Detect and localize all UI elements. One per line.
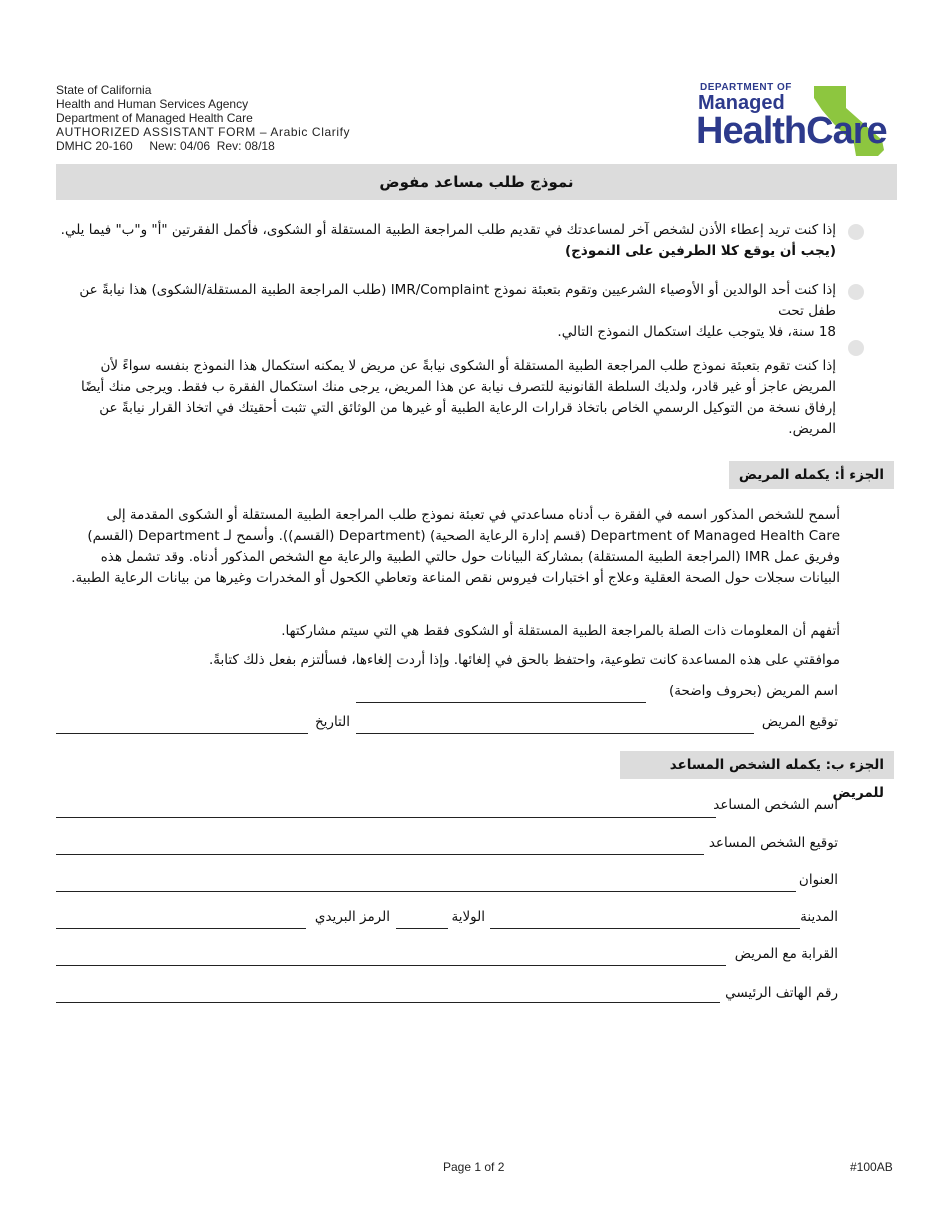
intro-bullet-3: إذا كنت تقوم بتعبئة نموذج طلب المراجعة الطبية المستقلة أو الشكوى نيابةً عن مريض لا يمكنه استكمال هذا النموذج بنفسه سواءً لأن المريض عاجز أو غير قادر، ولديك السلطة القانونية للتصرف نيابة عن هذا المريض، يرجى منك استكمال الفقرة ب فقط. ويرجى منك أيضًا إرفاق نسخة من التوكيل الرسمي الخاص باتخاذ قرارات الرعاية الطبية أو غيرها من الوثائق التي تثبت أحقيتك في اتخاذ القرار نيابةً عن المريض. bbox=[80, 358, 836, 437]
assistant-signature-label: توقيع الشخص المساعد bbox=[708, 835, 838, 851]
assistant-name-field[interactable] bbox=[56, 817, 716, 818]
patient-name-field[interactable] bbox=[356, 702, 646, 703]
date-field[interactable] bbox=[56, 733, 308, 734]
header-agency: Health and Human Services Agency bbox=[56, 97, 249, 111]
bullet2-line2: 18 سنة، فلا يتوجب عليك استكمال النموذج التالي. bbox=[557, 324, 836, 340]
part-a-voluntary-text: موافقتي على هذه المساعدة كانت تطوعية، واحتفظ بالحق في إلغائها. وإذا أردت إلغاءها، فسألتزم بفعل ذلك كتابةً. bbox=[208, 652, 840, 668]
part-a-heading: الجزء أ: يكمله المريض bbox=[729, 461, 894, 489]
assistant-name-label: اسم الشخص المساعد bbox=[713, 797, 838, 813]
address-label: العنوان bbox=[798, 872, 838, 888]
agency-header bbox=[56, 83, 350, 153]
patient-signature-field[interactable] bbox=[356, 733, 754, 734]
date-label: التاريخ bbox=[314, 714, 350, 730]
part-a-consent-text: أسمح للشخص المذكور اسمه في الفقرة ب أدناه مساعدتي في تعبئة نموذج طلب المراجعة الطبية المستقلة أو الشكوى المقدمة إلى Department of Managed Health Care (قسم إدارة الرعاية الصحية) (Department (القسم)). وأسمح لـ Department (القسم) وفريق عمل IMR (المراجعة الطبية المستقلة) بمشاركة البيانات حول حالتي الطبية والرعاية مع الشخص المذكور أدناه. وقد تشمل هذه البيانات سجلات حول الصحة العقلية وعلاج أو اختبارات فيروس نقص المناعة وتعاطي الكحول أو المخدرات وغيرها من بيانات الرعاية الطبية. bbox=[71, 507, 840, 586]
state-label: الولاية bbox=[451, 909, 485, 925]
zip-label: الرمز البريدي bbox=[314, 909, 390, 925]
phone-label: رقم الهاتف الرئيسي bbox=[725, 985, 838, 1001]
phone-field[interactable] bbox=[56, 1002, 720, 1003]
form-title: نموذج طلب مساعد مفوض bbox=[56, 164, 897, 200]
page-number: Page 1 of 2 bbox=[443, 1160, 505, 1174]
header-form-number: DMHC 20-160 New: 04/06 Rev: 08/18 bbox=[56, 139, 275, 153]
bullet1-bold: (يجب أن يوقع كلا الطرفين على النموذج) bbox=[565, 243, 836, 259]
part-b-heading: الجزء ب: يكمله الشخص المساعد للمريض bbox=[620, 751, 894, 779]
intro-bullet-2 bbox=[60, 280, 836, 343]
header-state: State of California bbox=[56, 83, 152, 97]
assistant-signature-field[interactable] bbox=[56, 854, 704, 855]
zip-field[interactable] bbox=[56, 928, 306, 929]
relationship-field[interactable] bbox=[56, 965, 726, 966]
logo-line2: Managed bbox=[698, 92, 785, 114]
intro-bullet-1 bbox=[60, 220, 836, 262]
dmhc-logo bbox=[696, 82, 896, 158]
logo-line3: HealthCare bbox=[696, 110, 887, 152]
logo-line1: DEPARTMENT OF bbox=[700, 82, 792, 93]
city-label: المدينة bbox=[800, 909, 838, 925]
bullet-icon bbox=[848, 340, 864, 356]
patient-name-label: اسم المريض (بحروف واضحة) bbox=[669, 683, 838, 699]
bullet-icon bbox=[848, 224, 864, 240]
part-a-understanding-text: أتفهم أن المعلومات ذات الصلة بالمراجعة الطبية المستقلة أو الشكوى فقط هي التي سيتم مشاركتها. bbox=[281, 623, 840, 639]
state-field[interactable] bbox=[396, 928, 448, 929]
bullet1-text: إذا كنت تريد إعطاء الأذن لشخص آخر لمساعدتك في تقديم طلب المراجعة الطبية المستقلة أو الشكوى، فأكمل الفقرتين "أ" و"ب" فيما يلي. bbox=[60, 222, 836, 238]
bullet2-line1: إذا كنت أحد الوالدين أو الأوصياء الشرعيين وتقوم بتعبئة نموذج IMR/Complaint (طلب المراجعة الطبية المستقلة/الشكوى) هذا نيابةً عن طفل تحت bbox=[79, 282, 836, 319]
header-department: Department of Managed Health Care bbox=[56, 111, 253, 125]
form-code: #100AB bbox=[850, 1160, 893, 1174]
bullet-icon bbox=[848, 284, 864, 300]
city-field[interactable] bbox=[490, 928, 800, 929]
header-form-name: AUTHORIZED ASSISTANT FORM – Arabic Clarify bbox=[56, 125, 351, 139]
address-field[interactable] bbox=[56, 891, 796, 892]
relationship-label: القرابة مع المريض bbox=[734, 946, 838, 962]
patient-signature-label: توقيع المريض bbox=[761, 714, 838, 730]
